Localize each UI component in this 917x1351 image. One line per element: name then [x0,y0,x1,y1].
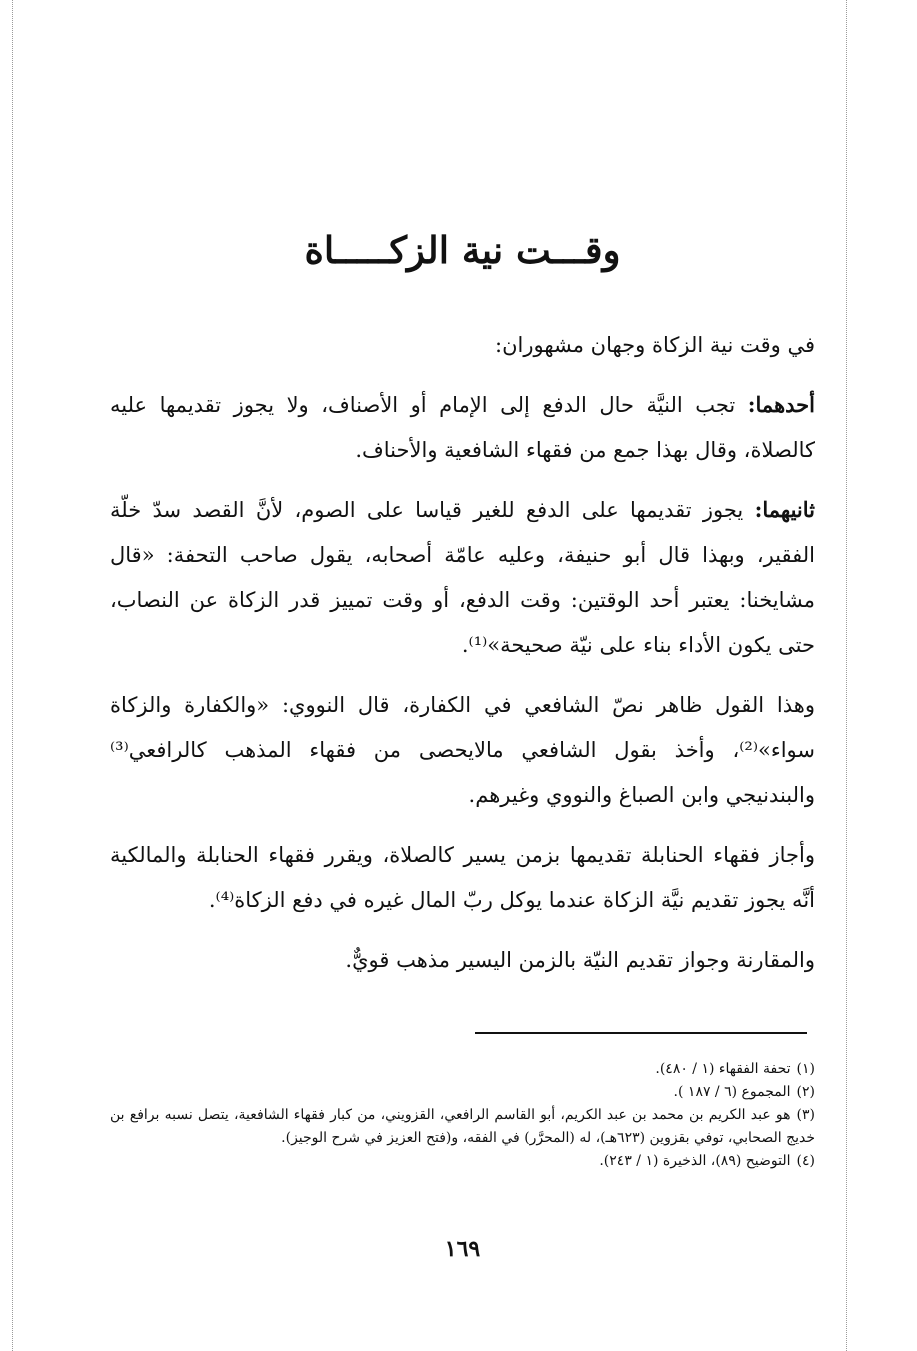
paragraph-lead: أحدهما: [747,392,815,417]
footnote [110,1150,815,1173]
book-page [110,0,815,1351]
paragraph-first-view [110,382,815,473]
paragraph-text: في وقت نية الزكاة وجهان مشهوران: [495,333,815,357]
paragraph-text: يجوز تقديمها على الدفع للغير قياسا على الصوم، لأنَّ القصد سدّ خلّة الفقير، وبهذا قال أبو حنيفة، وعليه عامّة أصحابه، يقول صاحب التحفة: «قال مشايخنا: يعتبر أحد الوقتين: وقت الدفع، أو وقت تمييز قدر الزكاة عن النصاب، حتى يكون الأداء بناء على نيّة صحيحة»⁽¹⁾. [110,498,815,657]
paragraph-intro [110,322,815,368]
paragraph-hanbali [110,832,815,923]
footnote-separator [475,1032,807,1034]
footnote-text: تحفة الفقهاء (١ / ٤٨٠). [655,1061,791,1077]
paragraph-text: تجب النيَّة حال الدفع إلى الإمام أو الأصناف، ولا يجوز تقديمها عليه كالصلاة، وقال بهذا جمع من فقهاء الشافعية والأحناف. [110,393,815,462]
page-number: ١٦٩ [444,1236,481,1262]
scan-edge-left [12,0,13,1351]
footnote-number: (١) [796,1061,815,1077]
paragraph-text: والمقارنة وجواز تقديم النيّة بالزمن اليسير مذهب قويٌّ. [345,948,815,972]
footnote [110,1058,815,1081]
chapter-title: وقـــت نية الزكـــــاة [304,228,621,272]
main-text [110,322,815,997]
scan-edge-right [846,0,847,1351]
paragraph-second-view [110,487,815,668]
paragraph-lead: ثانيهما: [754,497,815,522]
footnote-text: التوضيح (٨٩)، الذخيرة (١ / ٢٤٣). [599,1153,791,1169]
footnote [110,1081,815,1104]
footnote-number: (٣) [796,1107,815,1123]
paragraph-text: وهذا القول ظاهر نصّ الشافعي في الكفارة، قال النووي: «والكفارة والزكاة سواء»⁽²⁾، وأخذ بقول الشافعي مالايحصى من فقهاء المذهب كالرافعي⁽³⁾ والبندنيجي وابن الصباغ والنووي وغيرهم. [110,693,815,807]
footnotes [110,1058,815,1173]
footnote [110,1104,815,1150]
footnote-number: (٢) [796,1084,815,1100]
footnote-text: هو عبد الكريم بن محمد بن عبد الكريم، أبو القاسم الرافعي، القزويني، من كبار فقهاء الشافعية، يتصل نسبه برافع بن خديج الصحابي، توفي بقزوين (٦٢٣هـ)، له (المحرَّر) في الفقه، و(فتح العزيز في شرح الوجيز). [110,1107,815,1146]
paragraph-shafii [110,682,815,818]
footnote-number: (٤) [796,1153,815,1169]
paragraph-conclusion [110,937,815,983]
paragraph-text: وأجاز فقهاء الحنابلة تقديمها بزمن يسير كالصلاة، ويقرر فقهاء الحنابلة والمالكية أنَّه يجوز تقديم نيَّة الزكاة عندما يوكل ربّ المال غيره في دفع الزكاة⁽⁴⁾. [110,843,815,912]
footnote-text: المجموع (٦ / ١٨٧ ). [673,1084,791,1100]
